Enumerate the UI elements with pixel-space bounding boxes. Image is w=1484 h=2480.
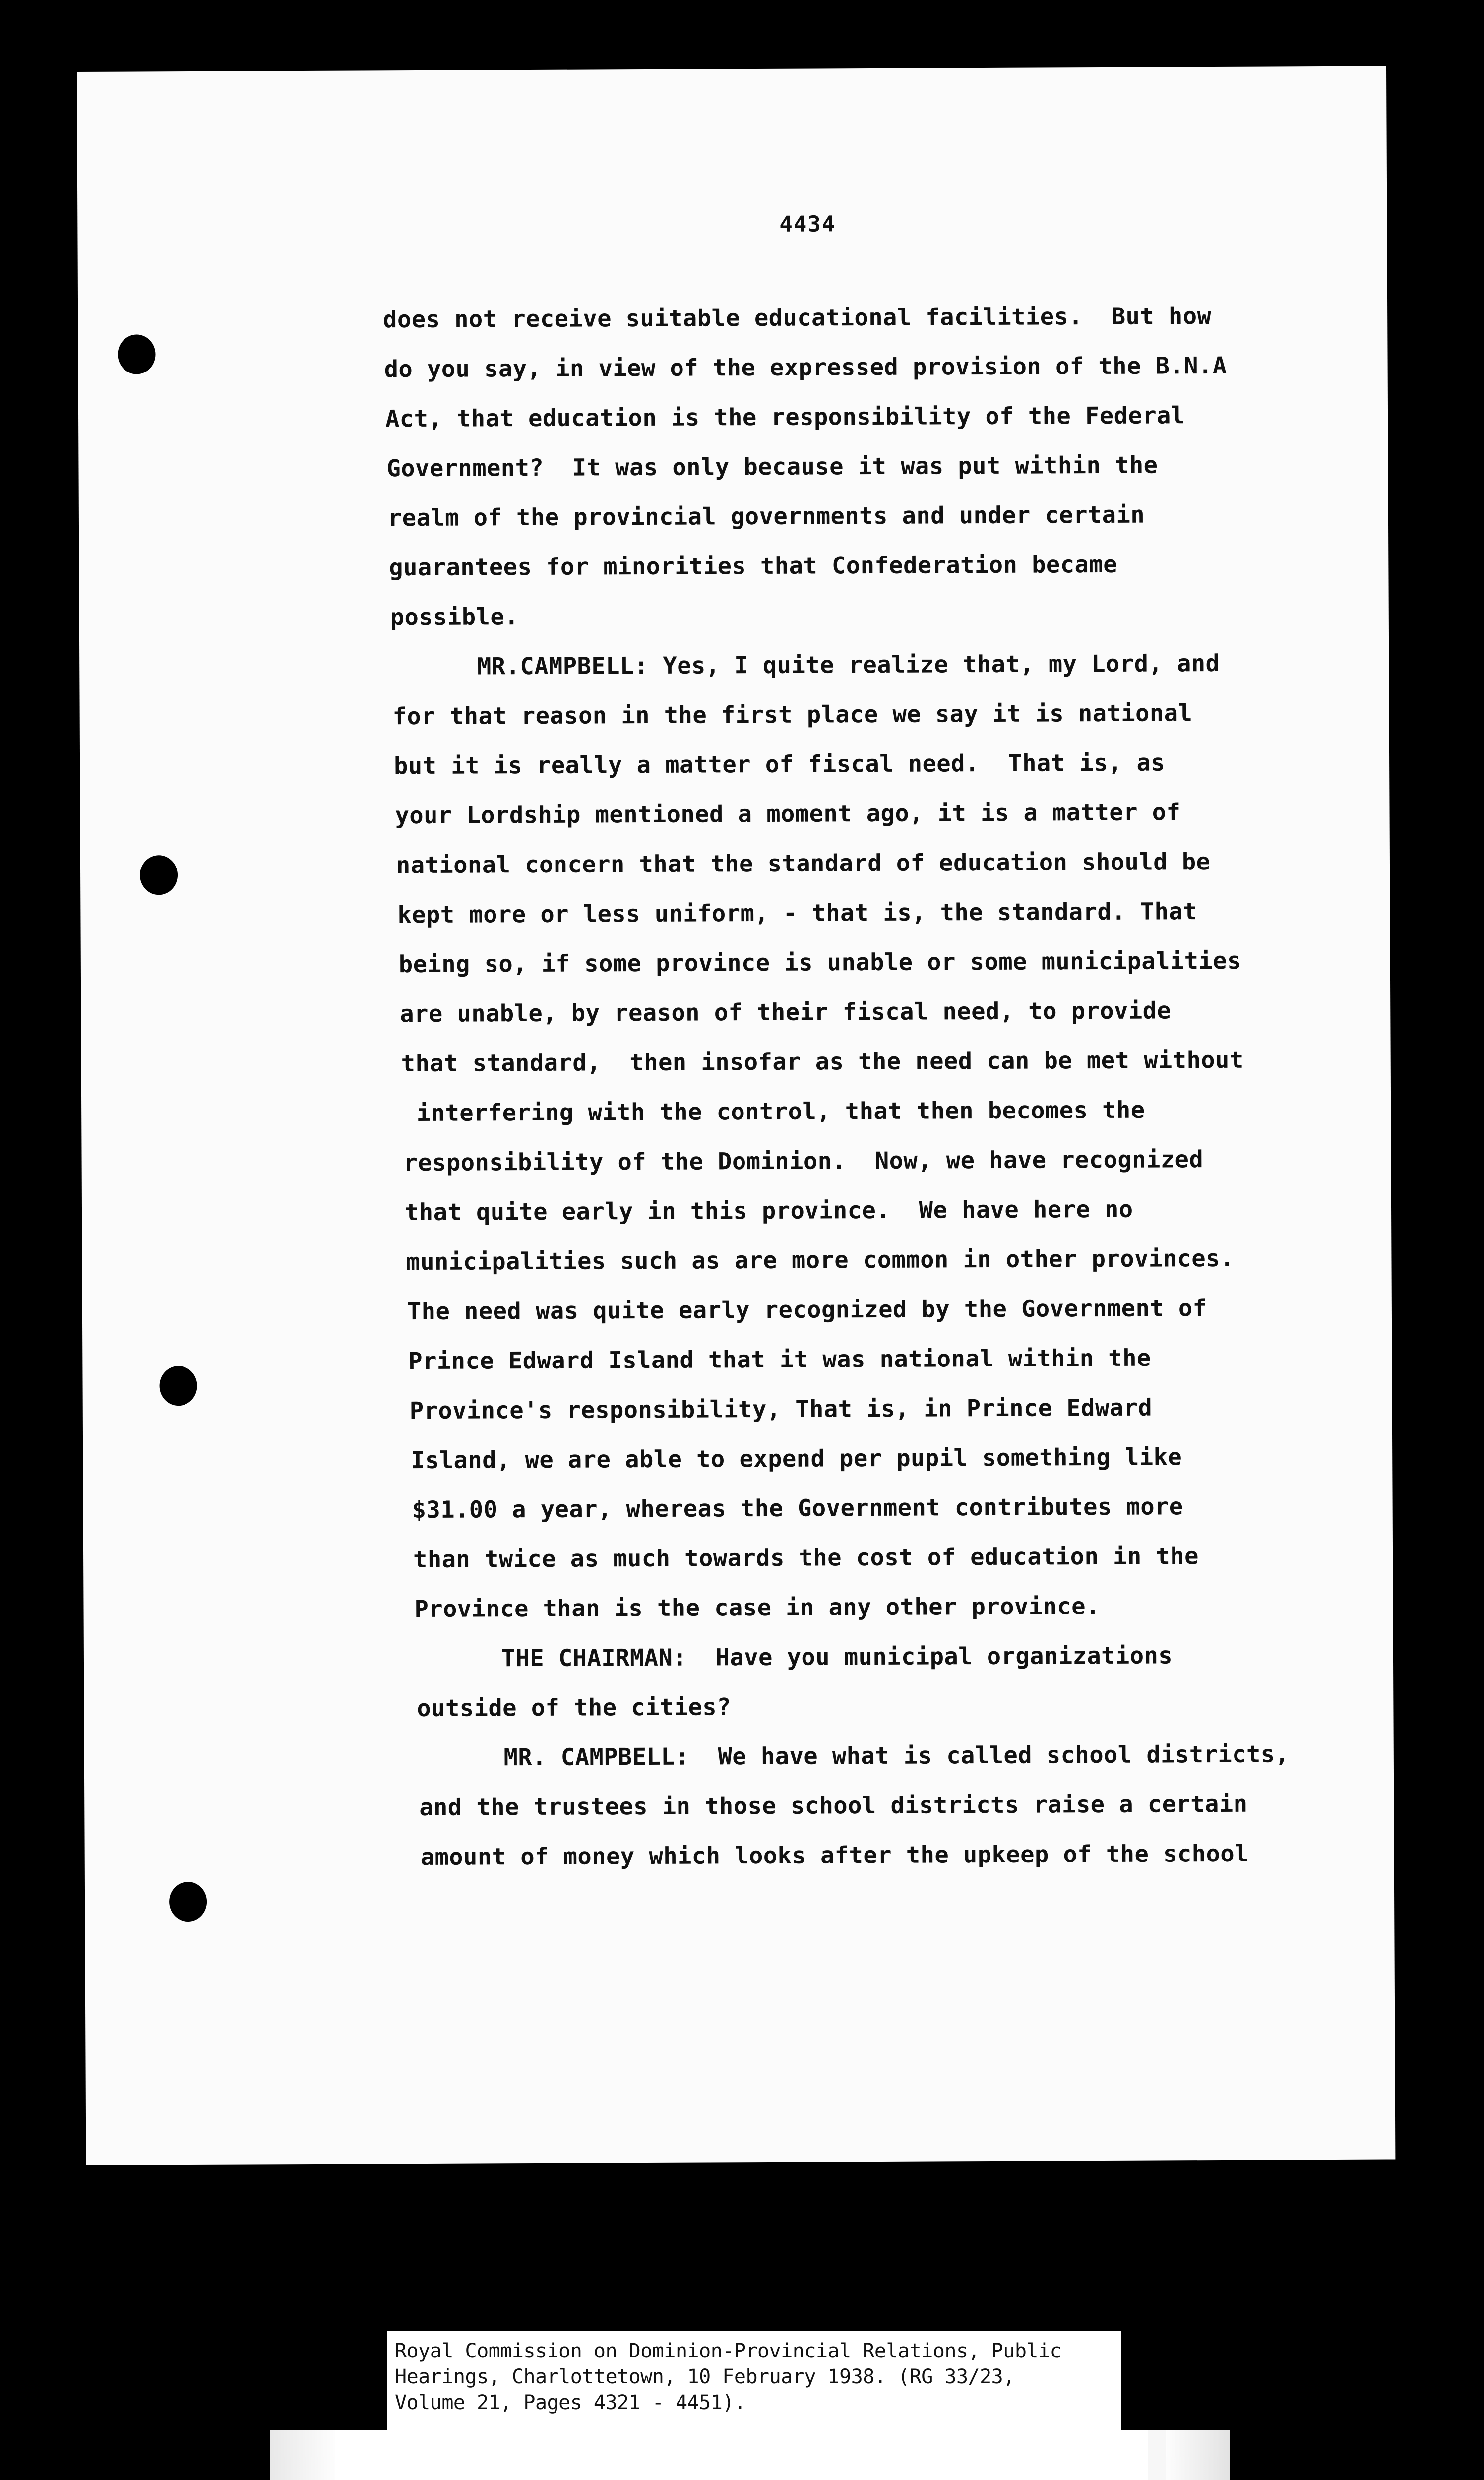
document-page: [77, 66, 1395, 2165]
text-line: being so, if some province is unable or some municipalities: [398, 947, 1241, 979]
text-line: interfering with the control, that then becomes the: [402, 1096, 1145, 1127]
text-line: that standard, then insofar as the need can be met without: [401, 1046, 1244, 1078]
text-line: possible.: [390, 603, 519, 631]
text-line: amount of money which looks after the upkeep of the school: [420, 1840, 1249, 1871]
stamp-left-edge: [270, 2430, 335, 2480]
citation-line: Hearings, Charlottetown, 10 February 1938. (RG 33/23,: [395, 2365, 1015, 2388]
text-line: municipalities such as are more common in other provinces.: [406, 1244, 1235, 1276]
text-line: The need was quite early recognized by the Government of: [407, 1295, 1207, 1326]
text-line: Government? It was only because it was put within the: [386, 451, 1158, 483]
stamp-right-edge: [1166, 2430, 1230, 2480]
text-line: Act, that education is the responsibility of the Federal: [385, 402, 1185, 433]
text-line: Island, we are able to expend per pupil something like: [411, 1443, 1182, 1475]
page-number: 4434: [779, 211, 836, 237]
citation-label: [387, 2331, 1121, 2430]
text-line: Prince Edward Island that it was national within the: [408, 1344, 1151, 1375]
text-line: THE CHAIRMAN: Have you municipal organizations: [415, 1642, 1173, 1673]
text-line: MR. CAMPBELL: We have what is called school districts,: [418, 1740, 1290, 1772]
citation-line: Royal Commission on Dominion-Provincial Relations, Public: [395, 2340, 1062, 2362]
text-line: MR.CAMPBELL: Yes, I quite realize that, my Lord, and: [391, 649, 1220, 681]
text-line: does not receive suitable educational facilities. But how: [383, 303, 1212, 334]
text-line: than twice as much towards the cost of education in the: [413, 1543, 1199, 1574]
text-line: Province's responsibility, That is, in Prince Edward: [409, 1394, 1153, 1425]
punch-hole: [169, 1882, 207, 1922]
text-line: responsibility of the Dominion. Now, we have recognized: [403, 1146, 1204, 1177]
text-line: guarantees for minorities that Confederation became: [389, 551, 1118, 582]
text-line: $31.00 a year, whereas the Government contributes more: [412, 1493, 1183, 1524]
text-line: Province than is the case in any other province.: [414, 1593, 1100, 1623]
citation-line: Volume 21, Pages 4321 - 4451).: [395, 2391, 746, 2414]
punch-hole: [140, 855, 178, 895]
text-line: kept more or less uniform, - that is, the standard. That: [397, 898, 1198, 929]
punch-hole: [118, 334, 155, 374]
text-line: and the trustees in those school districts raise a certain: [419, 1790, 1248, 1822]
text-line: realm of the provincial governments and under certain: [387, 501, 1145, 532]
text-line: do you say, in view of the expressed provision of the B.N.A: [384, 352, 1227, 383]
text-line: but it is really a matter of fiscal need. That is, as: [393, 749, 1166, 780]
text-line: outside of the cities?: [417, 1693, 732, 1723]
text-line: that quite early in this province. We have here no: [404, 1195, 1133, 1227]
archives-stamp: [270, 2430, 1230, 2480]
text-line: national concern that the standard of education should be: [396, 848, 1211, 879]
archives-card: [335, 2430, 1148, 2480]
text-line: your Lordship mentioned a moment ago, it is a matter of: [395, 799, 1181, 830]
text-line: for that reason in the first place we say it is national: [392, 699, 1193, 731]
punch-hole: [159, 1366, 197, 1406]
text-line: are unable, by reason of their fiscal need, to provide: [400, 997, 1172, 1028]
